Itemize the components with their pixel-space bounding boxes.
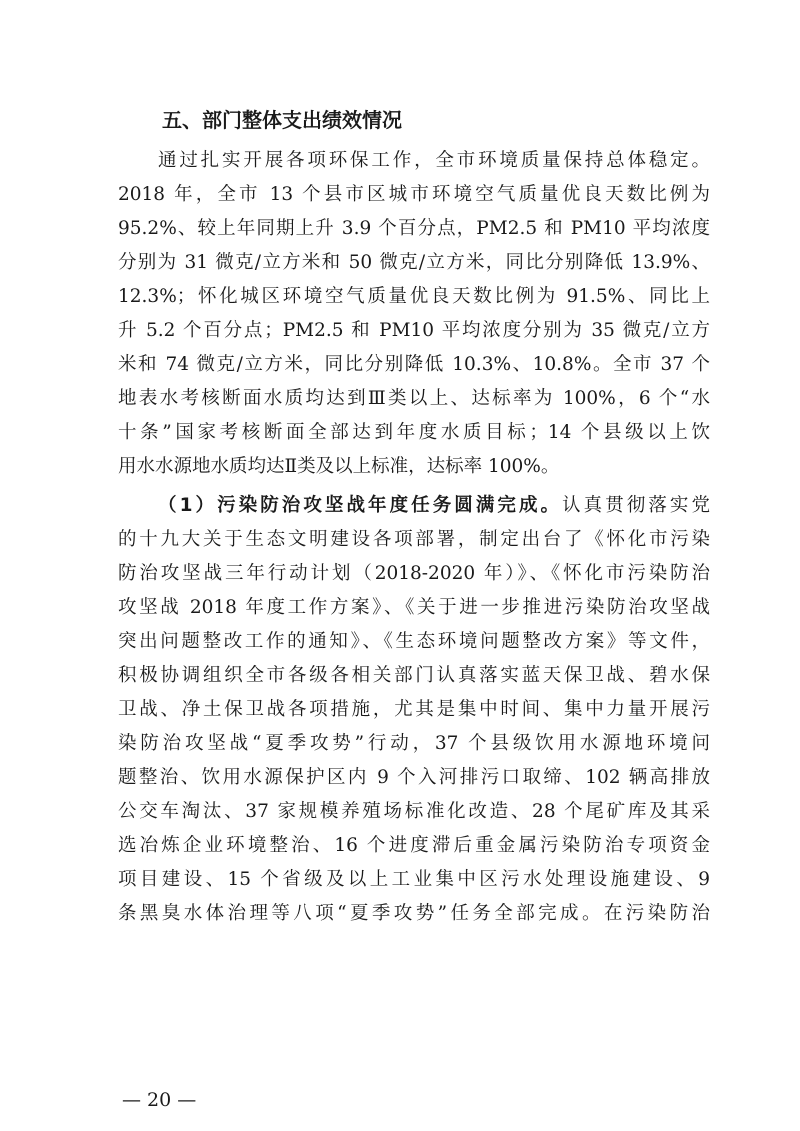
paragraph1-line-5: 12.3%；怀化城区环境空气质量优良天数比例为 91.5%、同比上 bbox=[118, 286, 710, 307]
paragraph1-line-1: 通过扎实开展各项环保工作，全市环境质量保持总体稳定。 bbox=[158, 150, 710, 171]
paragraph2-lead-heading: （1）污染防治攻坚战年度任务圆满完成。 bbox=[158, 495, 563, 516]
paragraph1-line-9: 十条”国家考核断面全部达到年度水质目标；14 个县级以上饮 bbox=[118, 422, 710, 443]
paragraph1-line-3: 95.2%、较上年同期上升 3.9 个百分点，PM2.5 和 PM10 平均浓度 bbox=[118, 218, 710, 239]
paragraph2-line-2: 的十九大关于生态文明建设各项部署，制定出台了《怀化市污染 bbox=[118, 529, 710, 550]
paragraph2-line-12: 项目建设、15 个省级及以上工业集中区污水处理设施建设、9 bbox=[118, 869, 710, 890]
paragraph1-line-6: 升 5.2 个百分点；PM2.5 和 PM10 平均浓度分别为 35 微克/立方 bbox=[118, 320, 710, 341]
page-number: — 20 — bbox=[122, 1089, 197, 1111]
paragraph2-line-3: 防治攻坚战三年行动计划（2018-2020 年）》、《怀化市污染防治 bbox=[118, 563, 710, 584]
section-heading: 五、部门整体支出绩效情况 bbox=[162, 108, 402, 132]
paragraph1-line-7: 米和 74 微克/立方米，同比分别降低 10.3%、10.8%。全市 37 个 bbox=[118, 354, 710, 375]
paragraph1-line-4: 分别为 31 微克/立方米和 50 微克/立方米，同比分别降低 13.9%、 bbox=[118, 252, 710, 273]
paragraph2-line-6: 积极协调组织全市各级各相关部门认真落实蓝天保卫战、碧水保 bbox=[118, 665, 710, 686]
paragraph2-line-4: 攻坚战 2018 年度工作方案》、《关于进一步推进污染防治攻坚战 bbox=[118, 597, 710, 618]
paragraph2-line-7: 卫战、净土保卫战各项措施，尤其是集中时间、集中力量开展污 bbox=[118, 699, 710, 720]
paragraph2-first-line-text: 认真贯彻落实党 bbox=[562, 495, 710, 516]
paragraph2-line-5: 突出问题整改工作的通知》、《生态环境问题整改方案》等文件， bbox=[118, 631, 710, 652]
paragraph2-line-9: 题整治、饮用水源保护区内 9 个入河排污口取缔、102 辆高排放 bbox=[118, 767, 710, 788]
paragraph1-line-8: 地表水考核断面水质均达到Ⅲ类以上、达标率为 100%，6 个“水 bbox=[118, 388, 710, 409]
paragraph2-line-10: 公交车淘汰、37 家规模养殖场标准化改造、28 个尾矿库及其采 bbox=[118, 801, 710, 822]
paragraph2-line-11: 选冶炼企业环境整治、16 个进度滞后重金属污染防治专项资金 bbox=[118, 835, 710, 856]
paragraph2-line-13: 条黑臭水体治理等八项“夏季攻势”任务全部完成。在污染防治 bbox=[118, 903, 710, 924]
paragraph1-line-2: 2018 年，全市 13 个县市区城市环境空气质量优良天数比例为 bbox=[118, 184, 710, 205]
paragraph2-line-1 bbox=[158, 493, 710, 519]
paragraph2-line-8: 染防治攻坚战“夏季攻势”行动，37 个县级饮用水源地环境问 bbox=[118, 733, 710, 754]
paragraph1-line-10: 用水水源地水质均达Ⅱ类及以上标准，达标率 100%。 bbox=[118, 456, 560, 477]
